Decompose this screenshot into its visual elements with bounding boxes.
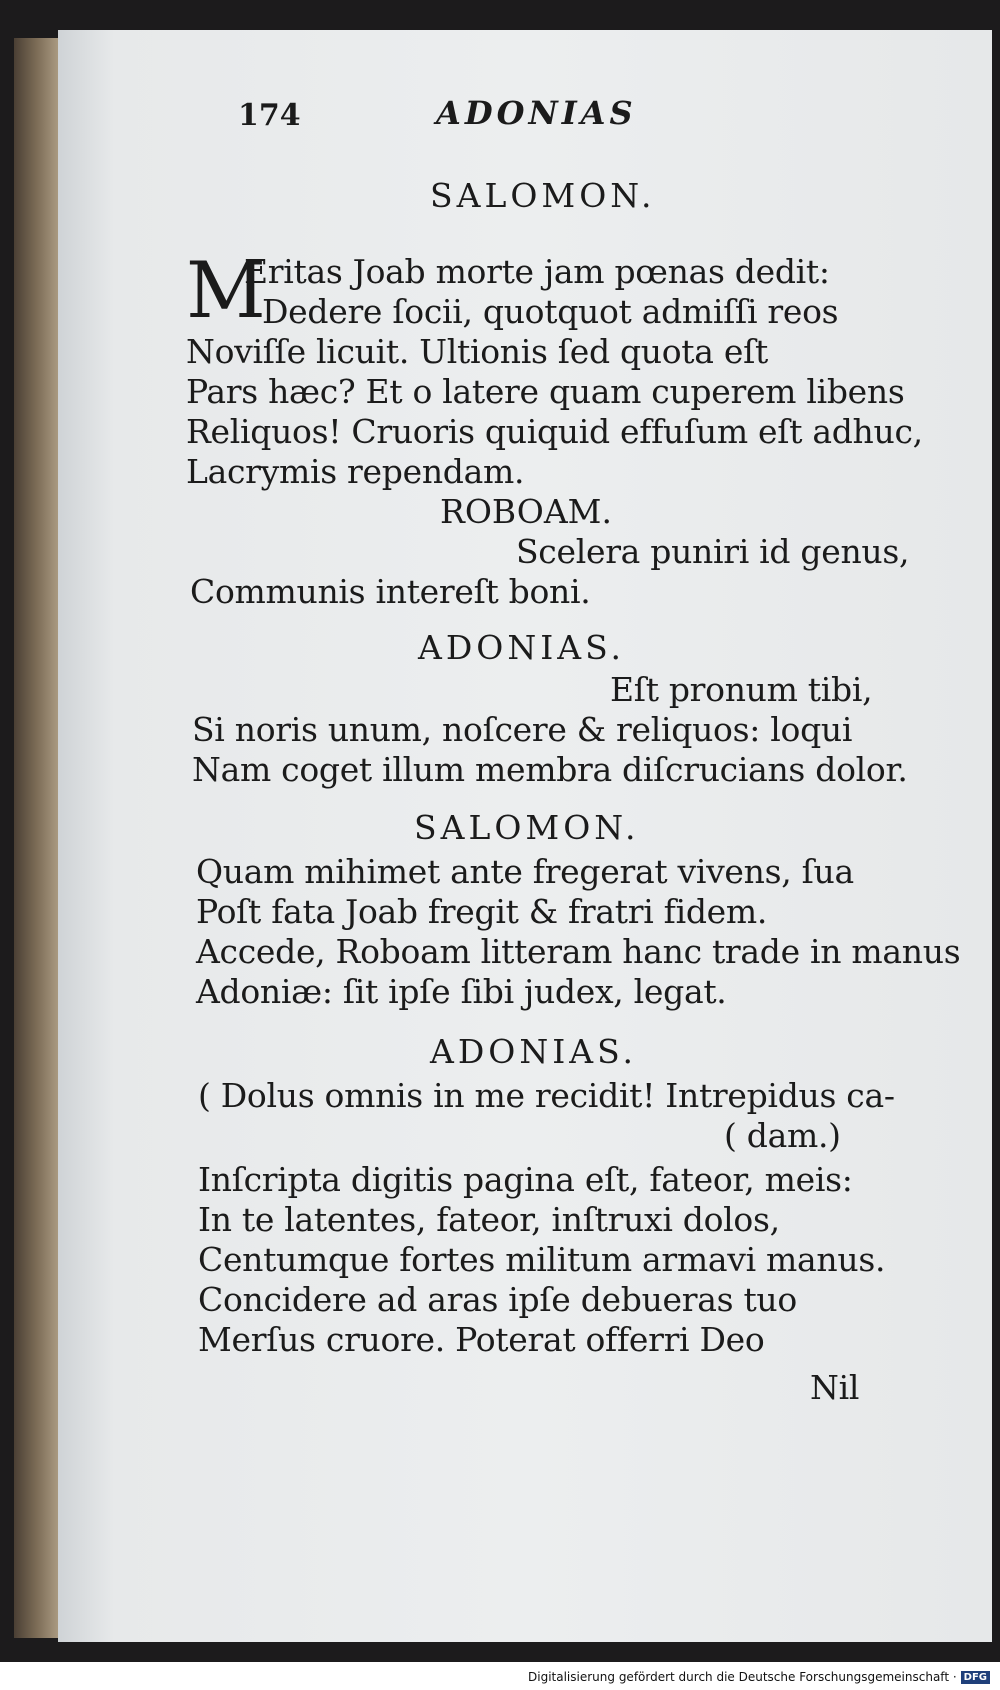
running-head: ADONIAS: [436, 94, 637, 132]
verse-line: Quam mihimet ante fregerat vivens, ſua: [196, 852, 854, 891]
verse-line: Noviſſe licuit. Ultionis ſed quota eſt: [186, 332, 768, 371]
speaker-salomon-2: SALOMON.: [414, 808, 640, 847]
dfg-logo: DFG: [961, 1671, 990, 1684]
verse-line: ( Dolus omnis in me recidit! Intrepidus ca-: [198, 1076, 895, 1115]
verse-line: Poſt fata Joab fregit & fratri fidem.: [196, 892, 768, 931]
catchword: Nil: [810, 1368, 860, 1407]
verse-line: Centumque fortes militum armavi manus.: [198, 1240, 886, 1279]
speaker-adonias-2: ADONIAS.: [430, 1032, 638, 1071]
verse-line: Scelera puniri id genus,: [516, 532, 910, 571]
verse-line: Eritas Joab morte jam pœnas dedit:: [244, 252, 830, 291]
drop-cap: M: [186, 246, 266, 336]
digitization-footer: [528, 1670, 990, 1684]
verse-line: Accede, Roboam litteram hanc trade in manus: [196, 932, 961, 971]
verse-line: Merſus cruore. Poterat offerri Deo: [198, 1320, 765, 1359]
speaker-adonias-1: ADONIAS.: [418, 628, 626, 667]
verse-line: Reliquos! Cruoris quiquid effuſum eſt adhuc,: [186, 412, 923, 451]
verse-line: Eſt pronum tibi,: [610, 670, 873, 709]
verse-line: Nam coget illum membra diſcrucians dolor.: [192, 750, 908, 789]
page-number: 174: [238, 98, 301, 133]
speaker-roboam: ROBOAM.: [440, 492, 612, 531]
verse-line: Lacrymis rependam.: [186, 452, 525, 491]
verse-line: Adoniæ: ſit ipſe ſibi judex, legat.: [196, 972, 727, 1011]
book-page: [58, 30, 992, 1642]
verse-line: Inſcripta digitis pagina eſt, fateor, meis:: [198, 1160, 853, 1199]
verse-line: Pars hæc? Et o latere quam cuperem libens: [186, 372, 905, 411]
verse-line: Dedere ſocii, quotquot admiſſi reos: [262, 292, 839, 331]
verse-line: Concidere ad aras ipſe debueras tuo: [198, 1280, 797, 1319]
footer-text: Digitalisierung gefördert durch die Deutsche Forschungsgemeinschaft ·: [528, 1670, 957, 1684]
verse-line: Si noris unum, noſcere & reliquos: loqui: [192, 710, 853, 749]
speaker-salomon-1: SALOMON.: [430, 176, 656, 215]
verse-line: Communis intereſt boni.: [190, 572, 591, 611]
verse-line: In te latentes, fateor, inſtruxi dolos,: [198, 1200, 780, 1239]
verse-line: ( dam.): [724, 1116, 841, 1155]
